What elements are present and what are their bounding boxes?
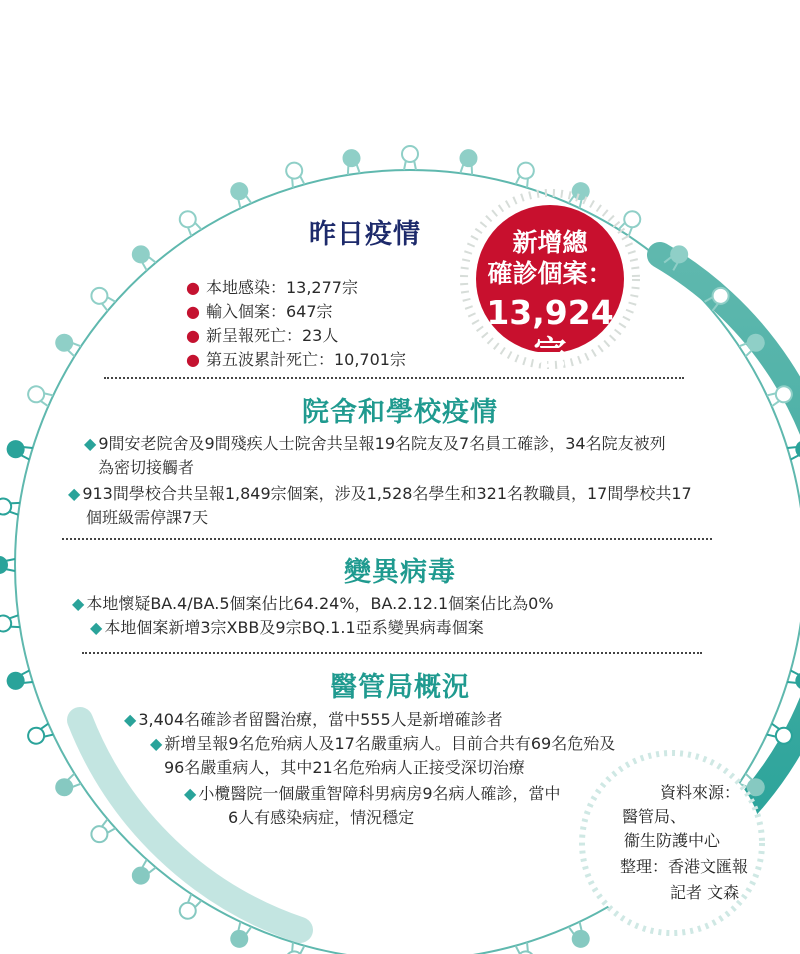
ring-bump bbox=[130, 243, 158, 272]
bullet-dot-icon: ● bbox=[186, 326, 200, 345]
ring-bump bbox=[88, 285, 117, 313]
ring-bump bbox=[53, 332, 82, 358]
ring-bump bbox=[0, 557, 15, 573]
care-item-2-line-1: 913間學校合共呈報1,849宗個案，涉及1,528名學生和321名教職員，17間學校共17 bbox=[82, 484, 692, 503]
variant-title: 變異病毒 bbox=[344, 557, 456, 588]
ha-item-3-line-1: 小欖醫院一個嚴重智障科男病房9名病人確診，當中 bbox=[198, 784, 561, 803]
ring-bump bbox=[53, 772, 82, 798]
ha-item-1: 3,404名確診者留醫治療，當中555人是新增確診者 bbox=[138, 710, 503, 729]
list-item bbox=[150, 731, 615, 754]
variant-item-2: 本地個案新增3宗XBB及9宗BQ.1.1亞系變異病毒個案 bbox=[104, 618, 484, 637]
bullet-dot-icon: ● bbox=[186, 278, 200, 297]
ring-bump bbox=[0, 613, 20, 632]
ring-bump bbox=[88, 818, 117, 846]
ha-title: 醫管局概況 bbox=[330, 672, 470, 703]
diamond-bullet-icon: ◆ bbox=[68, 484, 81, 503]
care-item-1-line-2: 為密切接觸者 bbox=[98, 458, 195, 477]
source-line-4: 整理：香港文匯報 bbox=[620, 857, 749, 876]
yesterday-item-1: 本地感染：13,277宗 bbox=[205, 278, 358, 297]
list-item bbox=[124, 707, 503, 730]
source-line-5: 記者 文森 bbox=[670, 883, 740, 902]
ring-bump bbox=[177, 208, 203, 237]
list-item bbox=[186, 347, 406, 371]
source-line-3: 衞生防護中心 bbox=[624, 831, 721, 850]
list-item bbox=[84, 431, 666, 454]
list-item bbox=[186, 299, 406, 323]
divider bbox=[82, 652, 702, 654]
ring-bump bbox=[342, 149, 361, 175]
ring-bump bbox=[130, 858, 158, 887]
diamond-bullet-icon: ◆ bbox=[90, 618, 103, 637]
yesterday-item-2: 輸入個案：647宗 bbox=[205, 302, 333, 321]
ha-item-2-line-2: 96名嚴重病人，其中21名危殆病人正接受深切治療 bbox=[164, 758, 525, 777]
diamond-bullet-icon: ◆ bbox=[124, 710, 137, 729]
diamond-bullet-icon: ◆ bbox=[72, 594, 85, 613]
diamond-bullet-icon: ◆ bbox=[150, 734, 163, 753]
yesterday-list bbox=[186, 275, 406, 371]
total-cases-label-1: 新增總 bbox=[512, 228, 588, 257]
yesterday-item-3: 新呈報死亡：23人 bbox=[205, 326, 339, 345]
care-item-2-line-2: 個班級需停課7天 bbox=[86, 508, 209, 527]
ring-bump bbox=[402, 146, 418, 170]
list-item bbox=[184, 781, 561, 804]
list-item bbox=[68, 481, 692, 504]
source-line-1: 資料來源： bbox=[660, 783, 741, 802]
diamond-bullet-icon: ◆ bbox=[184, 784, 197, 803]
yesterday-title: 昨日疫情 bbox=[309, 219, 421, 250]
total-cases-label-2: 確診個案： bbox=[487, 259, 613, 288]
care-school-title: 院舍和學校疫情 bbox=[302, 397, 498, 428]
care-item-1-line-1: 9間安老院舍及9間殘疾人士院舍共呈報19名院友及7名員工確診，34名院友被列 bbox=[98, 434, 666, 453]
divider bbox=[104, 377, 684, 379]
ha-item-3-line-2: 6人有感染病症，情況穩定 bbox=[228, 808, 415, 827]
source-line-2: 醫管局、 bbox=[622, 807, 687, 826]
total-cases-number: 13,924宗 bbox=[486, 293, 614, 372]
list-item bbox=[186, 323, 406, 347]
list-item bbox=[90, 615, 484, 638]
ring-bump bbox=[177, 893, 203, 922]
total-cases-badge bbox=[476, 205, 624, 372]
list-item bbox=[72, 591, 554, 614]
diamond-bullet-icon: ◆ bbox=[84, 434, 97, 453]
divider bbox=[62, 538, 712, 540]
bullet-dot-icon: ● bbox=[186, 350, 200, 369]
ha-item-2-line-1: 新增呈報9名危殆病人及17名嚴重病人。目前合共有69名危殆及 bbox=[164, 734, 616, 753]
ring-bump bbox=[0, 497, 20, 516]
ring-bump bbox=[458, 149, 477, 175]
list-item bbox=[186, 275, 406, 299]
variant-item-1: 本地懷疑BA.4/BA.5個案佔比64.24%，BA.2.12.1個案佔比為0% bbox=[86, 594, 554, 613]
bullet-dot-icon: ● bbox=[186, 302, 200, 321]
yesterday-item-4: 第五波累計死亡：10,701宗 bbox=[205, 350, 406, 369]
